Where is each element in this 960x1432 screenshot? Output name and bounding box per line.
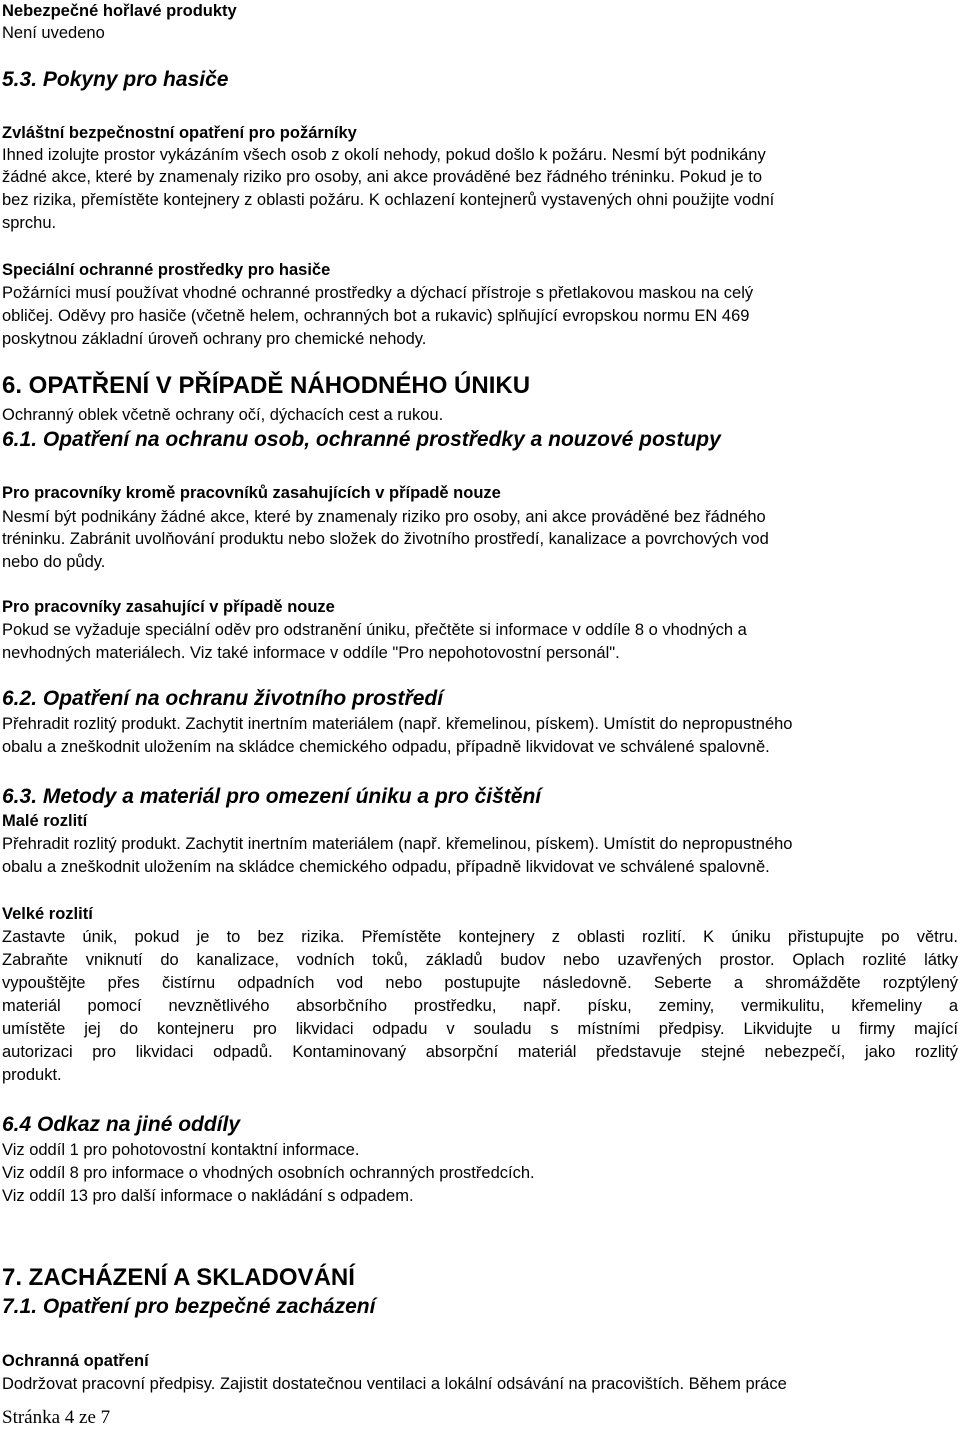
- paragraph-line: obličej. Oděvy pro hasiče (včetně helem, ochranných bot a rukavic) splňující evropskou normu EN 469: [2, 307, 750, 325]
- section-heading-non-emergency: Pro pracovníky kromě pracovníků zasahujících v případě nouze: [2, 484, 501, 502]
- paragraph-line: produkt.: [2, 1066, 62, 1084]
- paragraph-line: obalu a zneškodnit uložením na skládce chemického odpadu, případně likvidovat ve schválené spalovně.: [2, 738, 770, 756]
- subsection-title-6-4: 6.4 Odkaz na jiné oddíly: [2, 1113, 241, 1136]
- section-heading-large-spill: Velké rozlití: [2, 905, 93, 923]
- paragraph-line: Není uvedeno: [2, 24, 105, 42]
- paragraph-line: umístěte jej do kontejneru pro likvidaci odpadu v souladu s místními předpisy. Likvidujte u firmy mající: [2, 1020, 958, 1038]
- subsection-title-6-3: 6.3. Metody a materiál pro omezení úniku a pro čištění: [2, 785, 542, 808]
- section-heading-small-spill: Malé rozlití: [2, 812, 88, 830]
- paragraph-line: Viz oddíl 13 pro další informace o nakládání s odpadem.: [2, 1187, 414, 1205]
- paragraph-line: Ihned izolujte prostor vykázáním všech osob z okolí nehody, pokud došlo k požáru. Nesmí být podnikány: [2, 146, 766, 164]
- paragraph-line: bez rizika, přemístěte kontejnery z oblasti požáru. K ochlazení kontejnerů vystavených ohni použijte vodní: [2, 191, 775, 209]
- section-heading-flammable-products: Nebezpečné hořlavé produkty: [2, 2, 237, 20]
- paragraph-line: Požárníci musí používat vhodné ochranné prostředky a dýchací přístroje s přetlakovou maskou na celý: [2, 284, 754, 302]
- section-title-7: 7. ZACHÁZENÍ A SKLADOVÁNÍ: [2, 1264, 355, 1291]
- paragraph-line: žádné akce, které by znamenaly riziko pro osoby, ani akce prováděné bez řádného tréninku. Pokud je to: [2, 168, 763, 186]
- paragraph-line: poskytnou základní úroveň ochrany pro chemické nehody.: [2, 330, 427, 348]
- subsection-title-6-1: 6.1. Opatření na ochranu osob, ochranné prostředky a nouzové postupy: [2, 428, 721, 451]
- subsection-title-7-1: 7.1. Opatření pro bezpečné zacházení: [2, 1295, 376, 1318]
- paragraph-line: nevhodných materiálech. Viz také informace v oddíle "Pro nepohotovostní personál".: [2, 644, 620, 662]
- section-heading-emergency-responders: Pro pracovníky zasahující v případě nouze: [2, 598, 335, 616]
- paragraph-line: sprchu.: [2, 214, 57, 232]
- page-number-footer: Stránka 4 ze 7: [2, 1407, 111, 1428]
- paragraph-line: Zastavte únik, pokud je to bez rizika. Přemístěte kontejnery z oblasti rozlití. K úniku přistupujte po větru.: [2, 928, 958, 946]
- paragraph-line: nebo do půdy.: [2, 553, 106, 571]
- paragraph-line: Přehradit rozlitý produkt. Zachytit inertním materiálem (např. křemelinou, pískem). Umístit do nepropustného: [2, 835, 793, 853]
- paragraph-line: Pokud se vyžaduje speciální oděv pro odstranění úniku, přečtěte si informace v oddíle 8 o vhodných a: [2, 621, 747, 639]
- section-heading-firefighter-precautions: Zvláštní bezpečnostní opatření pro požárníky: [2, 124, 357, 142]
- paragraph-line: Zabraňte vniknutí do kanalizace, vodních toků, základů budov nebo uzavřených prostor. Oplach rozlité látky: [2, 951, 958, 969]
- paragraph-line: obalu a zneškodnit uložením na skládce chemického odpadu, případně likvidovat ve schválené spalovně.: [2, 858, 770, 876]
- paragraph-line: vypouštějte přes čistírnu odpadních vod nebo postupujte následovně. Seberte a shromážděte rozptýlený: [2, 974, 958, 992]
- paragraph-line: Přehradit rozlitý produkt. Zachytit inertním materiálem (např. křemelinou, pískem). Umístit do nepropustného: [2, 715, 793, 733]
- paragraph-line: autorizaci pro likvidaci odpadů. Kontaminovaný absorpční materiál představuje stejné nebezpečí, jako rozlitý: [2, 1043, 958, 1061]
- section-title-6: 6. OPATŘENÍ V PŘÍPADĚ NÁHODNÉHO ÚNIKU: [2, 372, 531, 399]
- section-heading-firefighter-equipment: Speciální ochranné prostředky pro hasiče: [2, 261, 331, 279]
- paragraph-line: materiál pomocí nevznětlivého absorbčního prostředku, např. písku, zeminy, vermikulitu, křemeliny a: [2, 997, 958, 1015]
- paragraph-line: Dodržovat pracovní předpisy. Zajistit dostatečnou ventilaci a lokální odsávání na pracovištích. Během práce: [2, 1375, 787, 1393]
- subsection-title-5-3: 5.3. Pokyny pro hasiče: [2, 68, 229, 91]
- paragraph-line: Nesmí být podnikány žádné akce, které by znamenaly riziko pro osoby, ani akce prováděné bez řádného: [2, 508, 766, 526]
- section-heading-protective-measures: Ochranná opatření: [2, 1352, 149, 1370]
- subsection-title-6-2: 6.2. Opatření na ochranu životního prostředí: [2, 687, 444, 710]
- paragraph-line: tréninku. Zabránit uvolňování produktu nebo složek do životního prostředí, kanalizace a povrchových vod: [2, 530, 769, 548]
- paragraph-line: Viz oddíl 1 pro pohotovostní kontaktní informace.: [2, 1141, 360, 1159]
- paragraph-line: Viz oddíl 8 pro informace o vhodných osobních ochranných prostředcích.: [2, 1164, 535, 1182]
- paragraph-line: Ochranný oblek včetně ochrany očí, dýchacích cest a rukou.: [2, 406, 444, 424]
